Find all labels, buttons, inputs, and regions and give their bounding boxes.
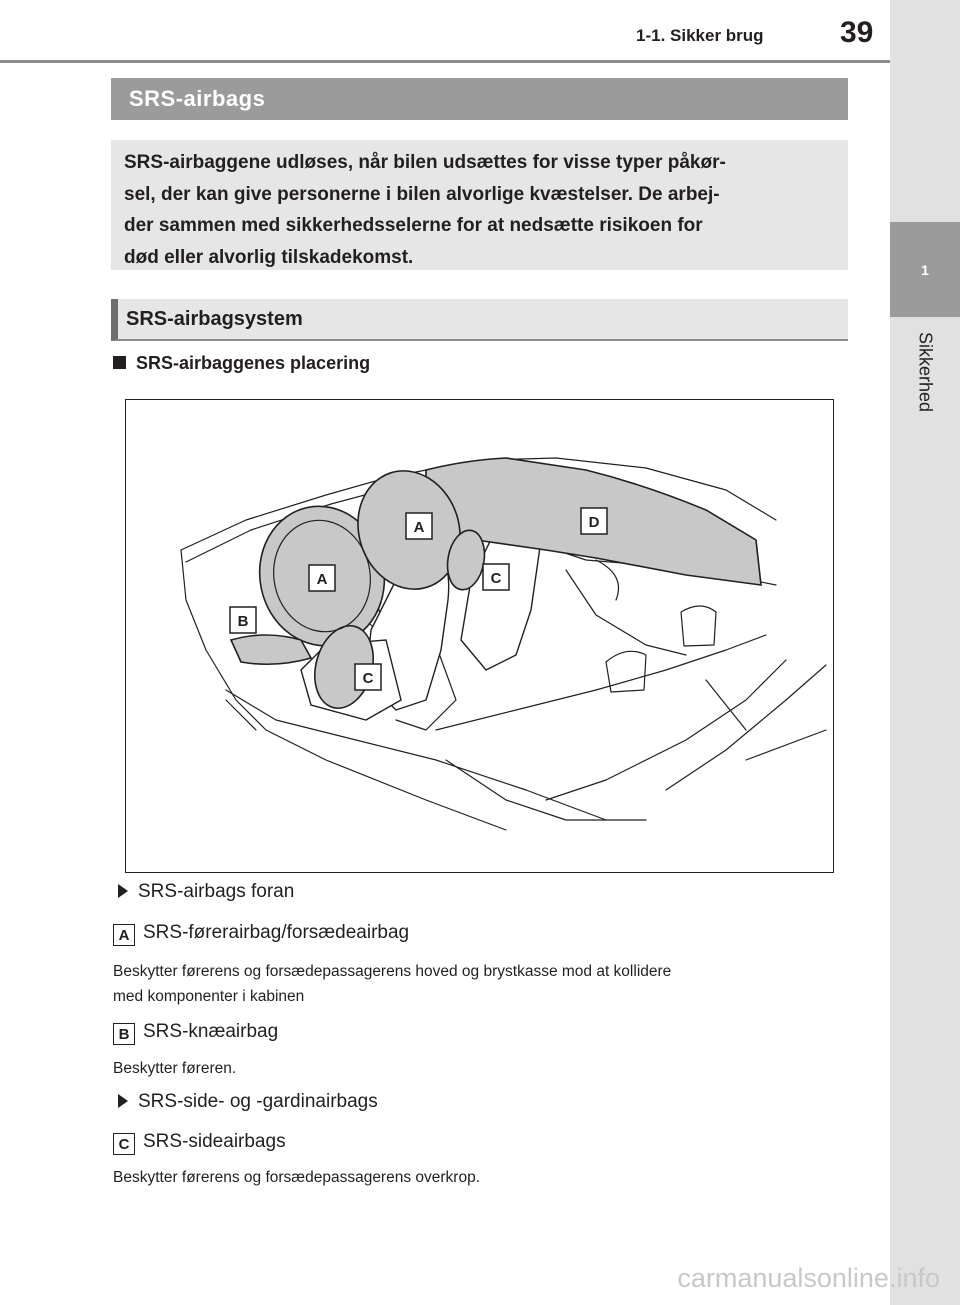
subsection-heading: [113, 353, 370, 374]
group-heading-text: SRS-side- og -gardinairbags: [138, 1091, 378, 1112]
watermark: carmanualsonline.info: [677, 1263, 940, 1293]
label-item-text: SRS-førerairbag/forsædeairbag: [143, 922, 410, 943]
side-tab-column: [890, 0, 960, 1305]
arrow-bullet-icon: [118, 884, 128, 898]
label-item-text: SRS-sideairbags: [143, 1131, 286, 1152]
chapter-number-tab[interactable]: 1: [890, 222, 960, 317]
airbag-location-figure: [125, 399, 834, 873]
running-header: 1-1. Sikker brug: [636, 26, 764, 45]
figure-label-c-driver: [355, 664, 381, 690]
group-heading-text: SRS-airbags foran: [138, 881, 295, 902]
intro-line: sel, der kan give personerne i bilen alvorlige kvæstelser. De arbej-: [124, 183, 720, 205]
label-key: B: [113, 1023, 135, 1045]
description-line: Beskytter førerens og forsædepassagerens overkrop.: [113, 1169, 481, 1186]
chapter-label: Sikkerhed: [915, 331, 936, 413]
arrow-bullet-icon: [118, 1094, 128, 1108]
description: [113, 1165, 843, 1190]
figure-label-text: C: [490, 570, 502, 587]
figure-label-text: C: [362, 670, 374, 687]
description: [113, 1056, 843, 1081]
figure-label-text: A: [316, 571, 328, 588]
label-item: [113, 922, 409, 946]
figure-label-b: [230, 607, 256, 633]
label-key: C: [113, 1133, 135, 1155]
label-item: [113, 1131, 286, 1155]
figure-label-d: [581, 508, 607, 534]
intro-line: SRS-airbaggene udløses, når bilen udsættes for visse typer påkør-: [124, 152, 726, 173]
description-line: Beskytter førerens og forsædepassagerens hoved og brystkasse mod at kollidere: [113, 963, 672, 980]
page-number: 39: [840, 16, 874, 49]
header-rule: [0, 60, 890, 63]
knee-airbag-shape: [231, 635, 311, 664]
label-item: [113, 1021, 278, 1045]
label-item-text: SRS-knæairbag: [143, 1021, 279, 1042]
figure-label-a-driver: [309, 565, 335, 591]
description-line: med komponenter i kabinen: [113, 988, 305, 1005]
intro-line: død eller alvorlig tilskadekomst.: [124, 246, 414, 268]
figure-label-text: D: [588, 514, 600, 531]
description: [113, 959, 843, 1009]
figure-label-text: B: [237, 613, 249, 630]
intro-box: [111, 140, 848, 270]
car-interior-illustration: [126, 400, 835, 874]
figure-label-a-passenger: [406, 513, 432, 539]
intro-line: der sammen med sikkerhedsselerne for at nedsætte risikoen for: [124, 215, 703, 236]
heading-text: SRS-airbaggenes placering: [136, 353, 371, 373]
square-bullet-icon: [113, 356, 126, 369]
label-key: A: [113, 924, 135, 946]
figure-label-c-passenger: [483, 564, 509, 590]
subsection-title: SRS-airbagsystem: [111, 299, 848, 341]
description-line: Beskytter føreren.: [113, 1060, 237, 1077]
section-title: SRS-airbags: [111, 78, 848, 120]
figure-label-text: A: [413, 519, 425, 536]
group-heading: [118, 1091, 378, 1113]
group-heading: [118, 881, 294, 903]
